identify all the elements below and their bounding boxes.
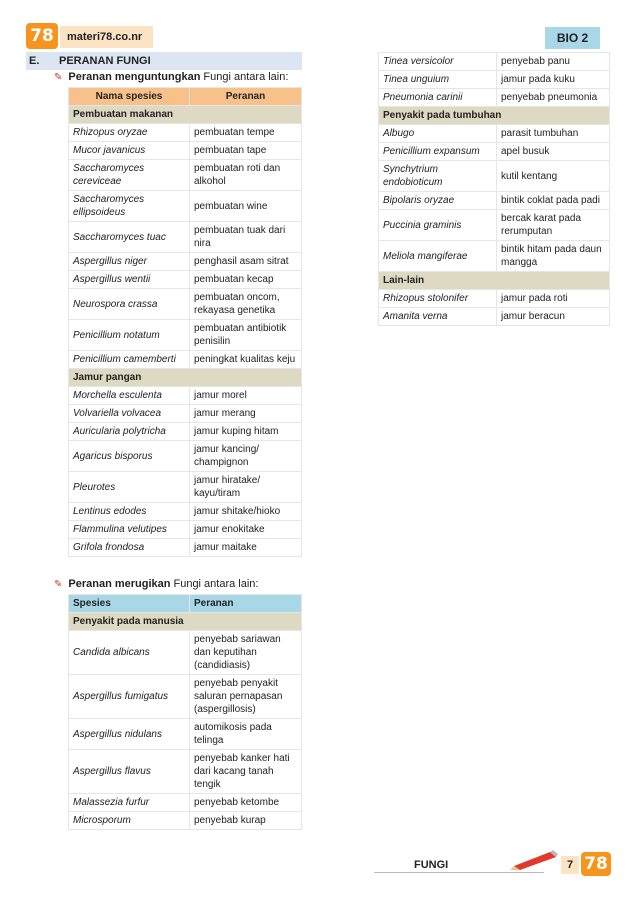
table-row bbox=[69, 387, 302, 405]
table-row bbox=[379, 143, 610, 161]
role-cell: automikosis pada telinga bbox=[190, 719, 302, 750]
species-cell: Tinea unguium bbox=[379, 71, 497, 89]
table-row bbox=[379, 71, 610, 89]
role-cell: bintik hitam pada daun mangga bbox=[497, 241, 610, 272]
species-cell: Rhizopus oryzae bbox=[69, 124, 190, 142]
subject-badge: BIO 2 bbox=[545, 27, 600, 49]
bullet-text: Fungi antara lain: bbox=[203, 71, 289, 83]
role-cell: peningkat kualitas keju bbox=[190, 351, 302, 369]
species-cell: Pneumonia carinii bbox=[379, 89, 497, 107]
table-row bbox=[69, 812, 302, 830]
species-cell: Aspergillus flavus bbox=[69, 750, 190, 794]
table-row bbox=[379, 210, 610, 241]
table-row bbox=[69, 441, 302, 472]
category-row bbox=[379, 272, 610, 290]
pencil-bullet-icon: ✎ bbox=[54, 578, 63, 590]
role-cell: jamur maitake bbox=[190, 539, 302, 557]
role-cell: bintik coklat pada padi bbox=[497, 192, 610, 210]
table-row bbox=[379, 89, 610, 107]
role-cell: jamur kuping hitam bbox=[190, 423, 302, 441]
role-cell: pembuatan roti dan alkohol bbox=[190, 160, 302, 191]
pencil-bullet-icon: ✎ bbox=[54, 71, 63, 83]
species-cell: Grifola frondosa bbox=[69, 539, 190, 557]
table-row bbox=[379, 125, 610, 143]
table-row bbox=[69, 503, 302, 521]
table-row bbox=[379, 290, 610, 308]
section-title: PERANAN FUNGI bbox=[59, 55, 151, 67]
species-cell: Rhizopus stolonifer bbox=[379, 290, 497, 308]
table-row bbox=[69, 191, 302, 222]
role-cell: pembuatan tempe bbox=[190, 124, 302, 142]
column-header-role: Peranan bbox=[190, 88, 302, 106]
table-row bbox=[69, 750, 302, 794]
category-row bbox=[379, 107, 610, 125]
species-cell: Aspergillus fumigatus bbox=[69, 675, 190, 719]
species-cell: Saccharomyces tuac bbox=[69, 222, 190, 253]
species-cell: Morchella esculenta bbox=[69, 387, 190, 405]
species-cell: Auricularia polytricha bbox=[69, 423, 190, 441]
species-cell: Aspergillus wentii bbox=[69, 271, 190, 289]
footer-logo: 78 bbox=[581, 852, 611, 876]
category-label: Jamur pangan bbox=[69, 369, 302, 387]
species-cell: Volvariella volvacea bbox=[69, 405, 190, 423]
pencil-icon bbox=[510, 850, 560, 870]
footer-divider bbox=[374, 872, 544, 873]
table-row bbox=[69, 423, 302, 441]
table-row bbox=[69, 405, 302, 423]
table-row bbox=[379, 241, 610, 272]
species-cell: Malassezia furfur bbox=[69, 794, 190, 812]
table-row bbox=[379, 53, 610, 71]
species-cell: Flammulina velutipes bbox=[69, 521, 190, 539]
species-cell: Pleurotes bbox=[69, 472, 190, 503]
species-cell: Lentinus edodes bbox=[69, 503, 190, 521]
species-cell: Puccinia graminis bbox=[379, 210, 497, 241]
table-row bbox=[379, 308, 610, 326]
table-row bbox=[69, 160, 302, 191]
table-row bbox=[69, 539, 302, 557]
section-number: E. bbox=[29, 55, 40, 67]
role-cell: penyebab ketombe bbox=[190, 794, 302, 812]
table-row bbox=[69, 794, 302, 812]
role-cell: jamur hiratake/ kayu/tiram bbox=[190, 472, 302, 503]
table-row bbox=[69, 472, 302, 503]
role-cell: jamur beracun bbox=[497, 308, 610, 326]
role-cell: pembuatan kecap bbox=[190, 271, 302, 289]
table-row bbox=[69, 289, 302, 320]
role-cell: jamur merang bbox=[190, 405, 302, 423]
table-row bbox=[69, 271, 302, 289]
table-row bbox=[379, 161, 610, 192]
category-row bbox=[69, 613, 302, 631]
category-label: Lain-lain bbox=[379, 272, 610, 290]
role-cell: penyebab kanker hati dari kacang tanah tengik bbox=[190, 750, 302, 794]
species-cell: Mucor javanicus bbox=[69, 142, 190, 160]
role-cell: penyebab penyakit saluran pernapasan (aspergillosis) bbox=[190, 675, 302, 719]
role-cell: jamur kancing/ champignon bbox=[190, 441, 302, 472]
category-label: Penyakit pada tumbuhan bbox=[379, 107, 610, 125]
species-cell: Candida albicans bbox=[69, 631, 190, 675]
role-cell: penyebab pneumonia bbox=[497, 89, 610, 107]
species-cell: Bipolaris oryzae bbox=[379, 192, 497, 210]
table-row bbox=[69, 719, 302, 750]
species-cell: Saccharomyces cereviceae bbox=[69, 160, 190, 191]
species-cell: Penicillium camemberti bbox=[69, 351, 190, 369]
species-cell: Penicillium notatum bbox=[69, 320, 190, 351]
bullet-bold-text: Peranan merugikan bbox=[68, 578, 171, 590]
role-cell: pembuatan wine bbox=[190, 191, 302, 222]
category-row bbox=[69, 106, 302, 124]
bullet-harmful bbox=[54, 578, 258, 590]
beneficial-fungi-table bbox=[68, 87, 302, 557]
harmful-fungi-table-continued bbox=[378, 52, 610, 326]
role-cell: pembuatan tuak dari nira bbox=[190, 222, 302, 253]
table-row bbox=[69, 320, 302, 351]
species-cell: Microsporum bbox=[69, 812, 190, 830]
role-cell: apel busuk bbox=[497, 143, 610, 161]
table-row bbox=[69, 675, 302, 719]
role-cell: jamur morel bbox=[190, 387, 302, 405]
site-name: materi78.co.nr bbox=[60, 26, 153, 48]
species-cell: Tinea versicolor bbox=[379, 53, 497, 71]
role-cell: penghasil asam sitrat bbox=[190, 253, 302, 271]
category-label: Pembuatan makanan bbox=[69, 106, 302, 124]
species-cell: Meliola mangiferae bbox=[379, 241, 497, 272]
species-cell: Penicillium expansum bbox=[379, 143, 497, 161]
section-heading bbox=[26, 52, 302, 70]
role-cell: pembuatan oncom, rekayasa genetika bbox=[190, 289, 302, 320]
category-label: Penyakit pada manusia bbox=[69, 613, 302, 631]
role-cell: bercak karat pada rerumputan bbox=[497, 210, 610, 241]
role-cell: parasit tumbuhan bbox=[497, 125, 610, 143]
species-cell: Amanita verna bbox=[379, 308, 497, 326]
table-row bbox=[69, 521, 302, 539]
bullet-bold-text: Peranan menguntungkan bbox=[68, 71, 201, 83]
page-number: 7 bbox=[561, 856, 579, 874]
species-cell: Synchytrium endobioticum bbox=[379, 161, 497, 192]
column-header-role: Peranan bbox=[190, 595, 302, 613]
table-row bbox=[69, 631, 302, 675]
bullet-text: Fungi antara lain: bbox=[173, 578, 259, 590]
role-cell: penyebab kurap bbox=[190, 812, 302, 830]
species-cell: Albugo bbox=[379, 125, 497, 143]
table-row bbox=[69, 351, 302, 369]
role-cell: pembuatan antibiotik penisilin bbox=[190, 320, 302, 351]
role-cell: penyebab panu bbox=[497, 53, 610, 71]
species-cell: Aspergillus niger bbox=[69, 253, 190, 271]
harmful-fungi-table bbox=[68, 594, 302, 830]
species-cell: Aspergillus nidulans bbox=[69, 719, 190, 750]
role-cell: jamur pada roti bbox=[497, 290, 610, 308]
category-row bbox=[69, 369, 302, 387]
species-cell: Saccharomyces ellipsoideus bbox=[69, 191, 190, 222]
table-row bbox=[69, 142, 302, 160]
role-cell: kutil kentang bbox=[497, 161, 610, 192]
role-cell: jamur pada kuku bbox=[497, 71, 610, 89]
column-header-species: Nama spesies bbox=[69, 88, 190, 106]
site-logo: 78 bbox=[26, 23, 58, 49]
role-cell: jamur enokitake bbox=[190, 521, 302, 539]
role-cell: pembuatan tape bbox=[190, 142, 302, 160]
table-row bbox=[69, 222, 302, 253]
role-cell: jamur shitake/hioko bbox=[190, 503, 302, 521]
bullet-beneficial bbox=[54, 71, 288, 83]
table-row bbox=[69, 124, 302, 142]
species-cell: Neurospora crassa bbox=[69, 289, 190, 320]
column-header-species: Spesies bbox=[69, 595, 190, 613]
role-cell: penyebab sariawan dan keputihan (candidiasis) bbox=[190, 631, 302, 675]
footer-chapter-label: FUNGI bbox=[414, 859, 449, 871]
table-row bbox=[379, 192, 610, 210]
species-cell: Agaricus bisporus bbox=[69, 441, 190, 472]
table-row bbox=[69, 253, 302, 271]
